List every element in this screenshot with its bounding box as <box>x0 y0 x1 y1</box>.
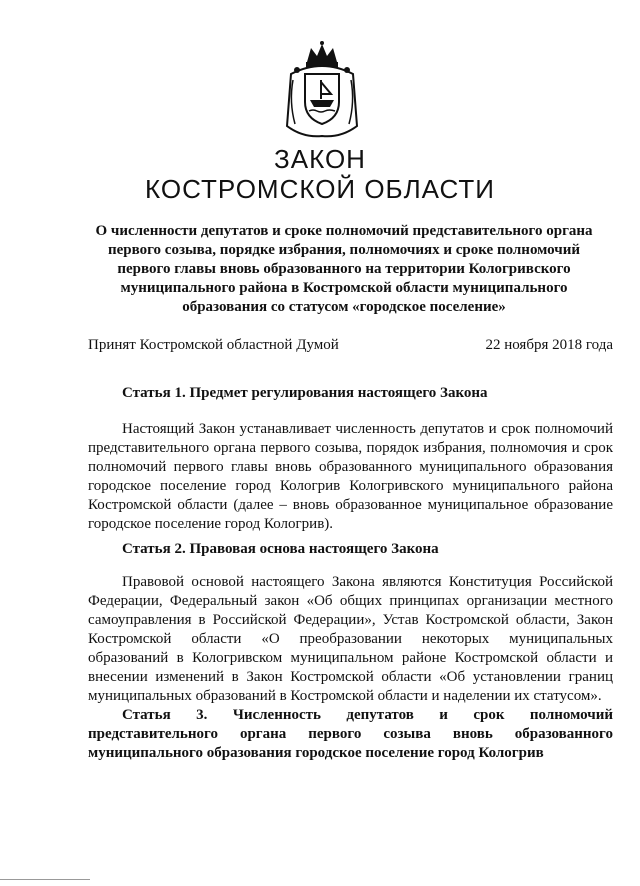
article-1-text: Настоящий Закон устанавливает численность депутатов и срок полномочий представительного органа первого созыва, порядок избрания, полномочия и срок полномочий первого главы вновь образованного муниципального образования городское поселение город Кологрив Кологривского муниципального района Костромской области (далее – вновь образованное муниципальное образование городское поселение город Кологрив). <box>88 421 613 532</box>
adopted-by: Принят Костромской областной Думой <box>88 337 339 353</box>
document-region: КОСТРОМСКОЙ ОБЛАСТИ <box>145 174 495 204</box>
adoption-date: 22 ноября 2018 года <box>485 337 613 353</box>
footnote-divider <box>0 879 90 880</box>
article-2-heading: Статья 2. Правовая основа настоящего Закона <box>122 541 439 557</box>
document-title: ЗАКОН <box>274 144 366 174</box>
law-subtitle: О численности депутатов и сроке полномочий представительного органа первого созыва, порядке избрания, полномочиях и сроке полномочий первого главы вновь образованного на территории Кологривского муниципального района в Костромской области муниципального образования со статусом «городское поселение» <box>95 223 593 315</box>
adoption-line <box>88 336 613 355</box>
article-2-text: Правовой основой настоящего Закона являются Конституция Российской Федерации, Федеральный закон «Об общих принципах организации местного самоуправления в Российской Федерации», Устав Костромской области, Закон Костромской области «О преобразовании некоторых муниципальных образований в Кологривском муниципальном районе Костромской области и внесении изменений в Закон Костромской области «Об установлении границ муниципальных образований в Костромской области и наделении их статусом». <box>88 574 613 704</box>
article-3-heading: Статья 3. Численность депутатов и срок полномочий представительного органа первого созыва вновь образованного муниципального образования городское поселение город Кологрив <box>88 707 613 761</box>
article-1-heading: Статья 1. Предмет регулирования настоящего Закона <box>122 385 488 401</box>
coat-of-arms-icon <box>283 40 361 140</box>
